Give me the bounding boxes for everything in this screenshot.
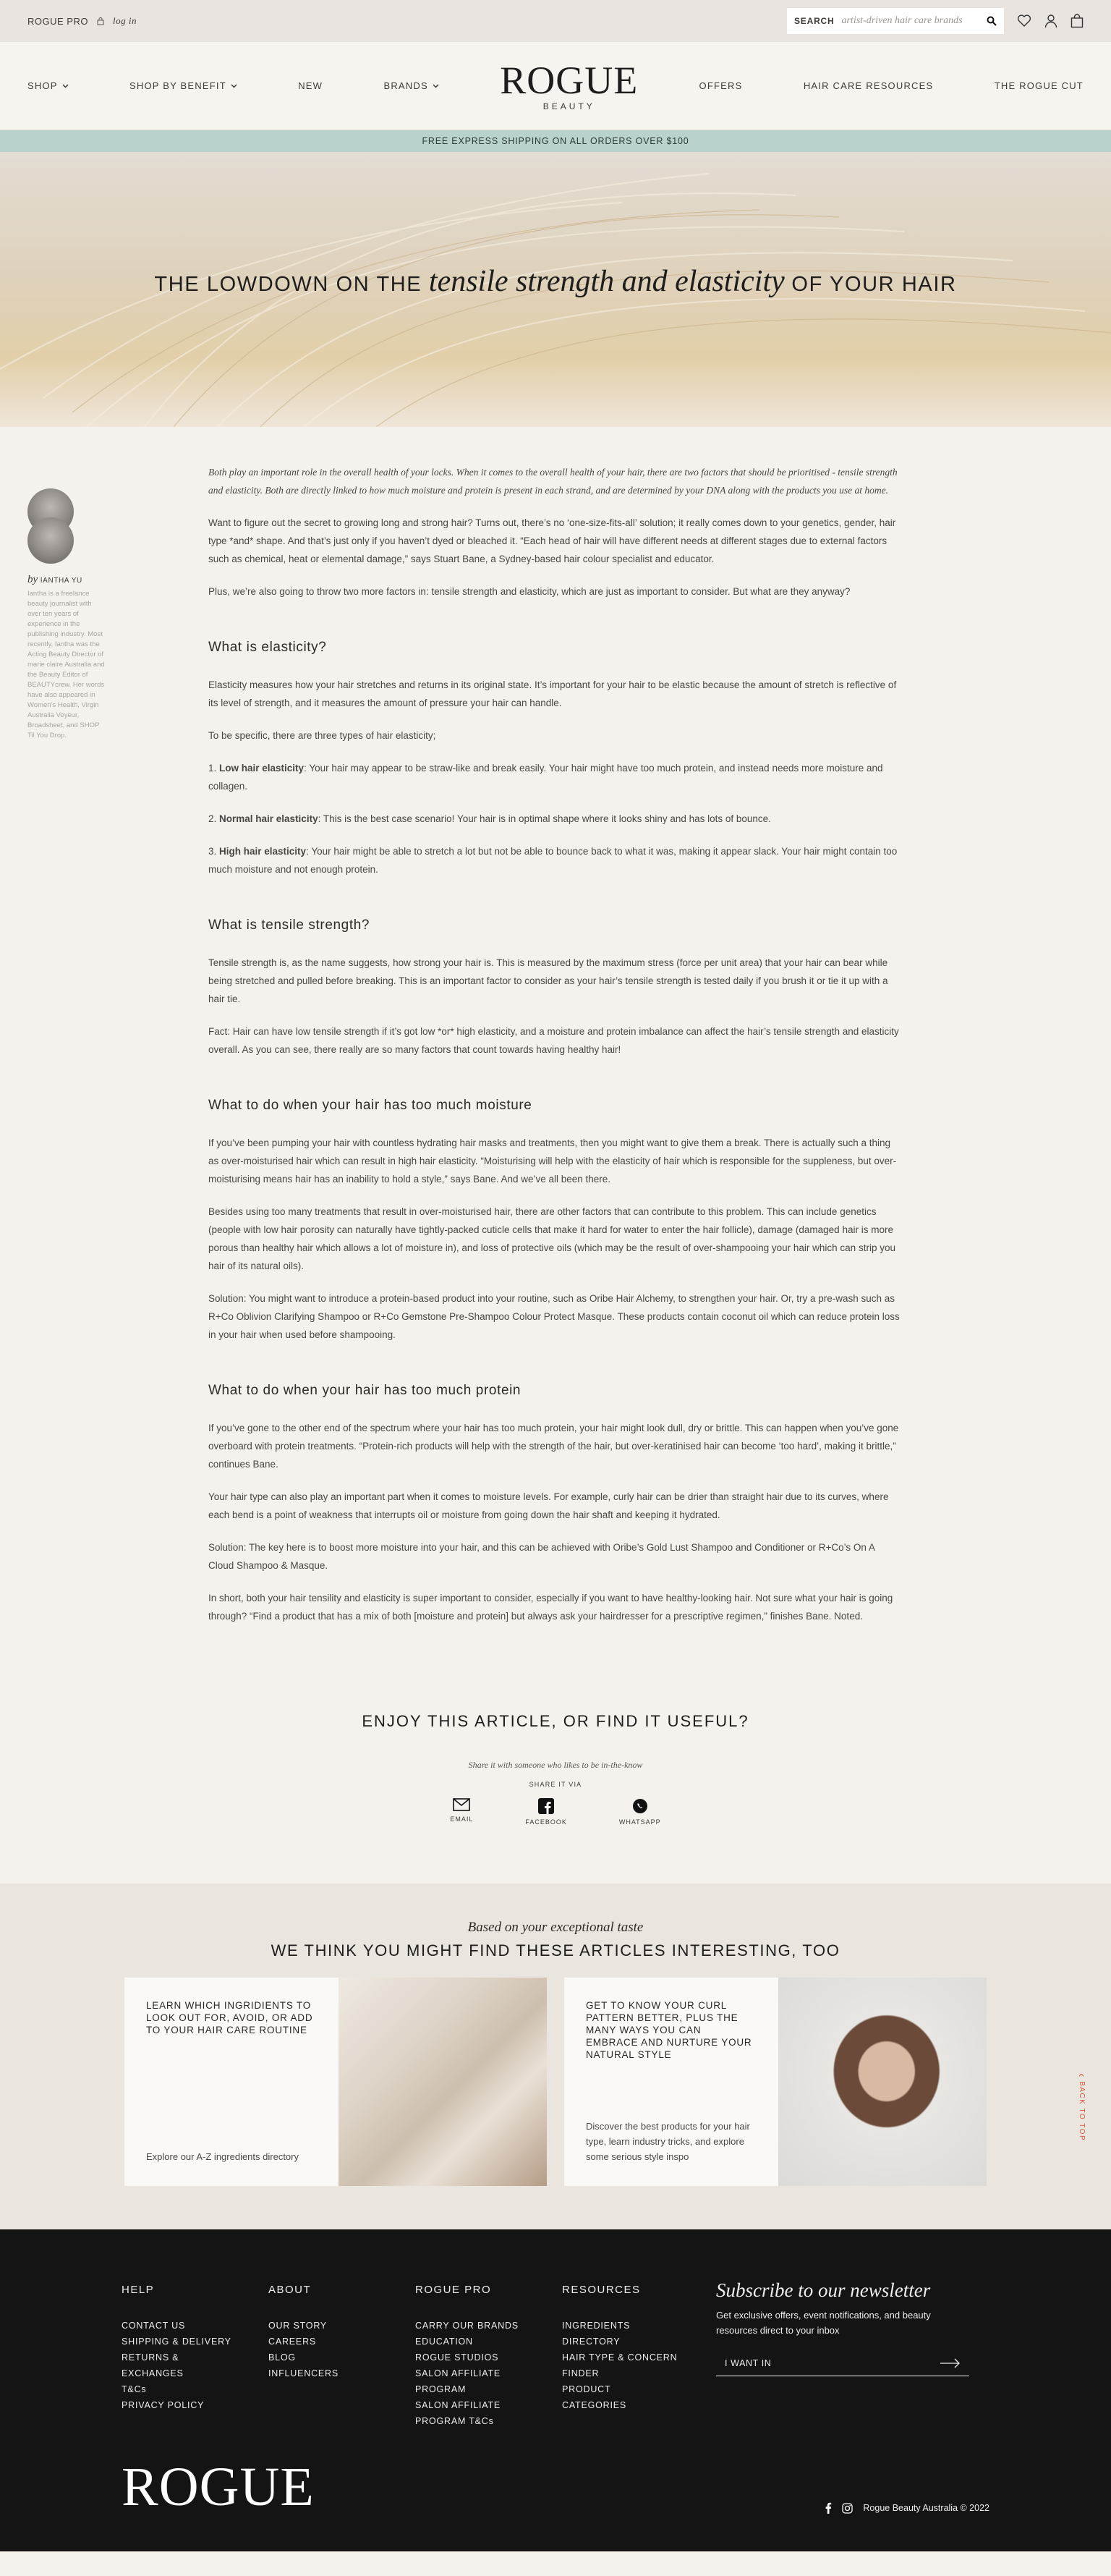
footer-link-influencers[interactable]: INFLUENCERS: [268, 2368, 339, 2378]
pro-login: [27, 15, 137, 27]
heart-icon[interactable]: [1017, 14, 1031, 27]
share-section: [0, 1683, 1111, 1884]
card-text: [124, 1978, 339, 2186]
shipping-banner: FREE EXPRESS SHIPPING ON ALL ORDERS OVER $100: [0, 130, 1111, 152]
share-facebook-button[interactable]: [525, 1798, 567, 1826]
list-item: [208, 759, 903, 795]
nav-brands[interactable]: [383, 80, 438, 91]
newsletter-text: Get exclusive offers, event notifications, and beauty resources direct to your inbox: [716, 2310, 931, 2336]
arrow-right-icon[interactable]: [940, 2358, 961, 2368]
hero-banner: [0, 152, 1111, 427]
related-articles: [0, 1884, 1111, 2229]
section-heading: What to do when your hair has too much protein: [208, 1383, 522, 1398]
newsletter-email-input[interactable]: [716, 2352, 969, 2376]
article-body: [208, 463, 903, 1625]
nav-shop[interactable]: [27, 80, 69, 91]
footer-link-shipping[interactable]: SHIPPING & DELIVERY: [122, 2336, 231, 2347]
share-via-label: SHARE IT VIA: [529, 1781, 582, 1788]
login-link[interactable]: log in: [112, 15, 137, 26]
footer-link-tcs[interactable]: T&Cs: [122, 2384, 147, 2394]
hero-title-post: OF YOUR HAIR: [784, 273, 957, 296]
paragraph: Besides using too many treatments that result in over-moisturised hair, there are other factors that can contribute to this problem. This can include genetics (people with low hair porosity can naturally have tightly-packed cuticle cells that make it hard for water to enter the hair follicle), damage (damaged hair is more porous than healthy hair which allows a lot of moisture in), and loss of protective oils (which may be the result of over-shampooing your hair which can strip you hair of its natural oils).: [208, 1206, 895, 1271]
footer-link-ingredients[interactable]: INGREDIENTS DIRECTORY: [562, 2321, 631, 2347]
nav-shop-label: SHOP: [27, 80, 58, 91]
footer-link-careers[interactable]: CAREERS: [268, 2336, 317, 2347]
instagram-icon[interactable]: [842, 2503, 853, 2514]
paragraph: Plus, we’re also going to throw two more factors in: tensile strength and elasticity, which are just as important to consider. But what are they anyway?: [208, 586, 851, 597]
back-to-top-label: BACK TO TOP: [1078, 2081, 1086, 2142]
list-term: Low hair elasticity: [219, 763, 305, 774]
nav-cut-label: THE ROGUE CUT: [994, 80, 1084, 91]
hero-title: [0, 264, 1111, 299]
facebook-icon: [538, 1798, 554, 1814]
share-text: Share it with someone who likes to be in-the-know: [468, 1760, 643, 1770]
copyright: Rogue Beauty Australia © 2022: [863, 2503, 989, 2513]
section-heading: What to do when your hair has too much moisture: [208, 1098, 532, 1113]
author-byline: [27, 574, 106, 586]
list-text: : This is the best case scenario! Your hair is in optimal shape where it looks shiny and has lots of bounce.: [318, 813, 771, 824]
footer-heading: ABOUT: [268, 2284, 312, 2296]
paragraph: Solution: You might want to introduce a protein-based product into your routine, such as Oribe Hair Alchemy, to strengthen your hair. Or, try a pre-wash such as R+Co Oblivion Clarifying Shampoo or R+Co Gemstone Pre-Shampoo Colour Protect Masque. These products contain coconut oil which can reduce protein loss in your hair when used before shampooing.: [208, 1293, 900, 1340]
nav-resources-label: HAIR CARE RESOURCES: [803, 80, 934, 91]
share-email-label: EMAIL: [450, 1816, 474, 1823]
author-sidebar: [27, 488, 106, 741]
footer-heading: RESOURCES: [562, 2284, 641, 2296]
paragraph: Want to figure out the secret to growing long and strong hair? Turns out, there’s no ‘one-size-fits-all’ solution; it really comes down to your genetics, gender, hair type *and* shape. And that’s just only if you haven’t dyed or bleached it. “Each head of hair will have different needs at different stages due to external factors such as chemical, heat or elemental damage,” says Stuart Bane, a Sydney-based hair colour specialist and educator.: [208, 517, 896, 564]
card-description: Discover the best products for your hair type, learn industry tricks, and explore some serious style inspo: [586, 2121, 750, 2162]
paragraph: Your hair type can also play an important part when it comes to moisture levels. For example, curly hair can be drier than straight hair due to its curves, where each bend is a point of weakness that interrupts oil or moisture from going down the hair shaft and keeping it hydrated.: [208, 1491, 889, 1520]
related-subtitle: Based on your exceptional taste: [467, 1920, 644, 1935]
footer-link-categories[interactable]: PRODUCT CATEGORIES: [562, 2384, 627, 2410]
share-facebook-label: FACEBOOK: [525, 1818, 567, 1826]
footer-link-studios[interactable]: ROGUE STUDIOS: [415, 2352, 499, 2363]
nav-offers[interactable]: [699, 80, 743, 91]
paragraph: Tensile strength is, as the name suggests, how strong your hair is. This is measured by the maximum stress (force per unit area) that your hair can bear while being stretched and pulled before breaking. This is an important factor to consider as your hair’s tensile strength is tested daily if you brush it or tie it up with a hair tie.: [208, 957, 888, 1004]
hero-title-pre: THE LOWDOWN ON THE: [154, 273, 429, 296]
paragraph: Solution: The key here is to boost more moisture into your hair, and this can be achieved with Oribe’s Gold Lust Shampoo and Conditioner or R+Co’s On A Cloud Shampoo & Masque.: [208, 1542, 875, 1571]
paragraph: If you’ve gone to the other end of the spectrum where your hair has too much protein, your hair might look dull, dry or brittle. This can happen when you’ve gone overboard with protein treatments. “Protein-rich products will help with the strength of the hair, but over-keratinised hair can become ‘too hard’, making it brittle,” continues Bane.: [208, 1423, 899, 1470]
model-portrait-image: [778, 1978, 987, 2186]
list-term: Normal hair elasticity: [219, 813, 318, 824]
footer-logo[interactable]: ROGUE: [122, 2457, 315, 2517]
footer-link-affiliate-tcs[interactable]: SALON AFFILIATE PROGRAM T&Cs: [415, 2400, 501, 2426]
article-lead: Both play an important role in the overall health of your locks. When it comes to the overall health of your hair, there are two factors that should be prioritised - tensile strength and elasticity. Both are directly linked to how much moisture and protein is present in each strand, and are determined by your DNA along with the products you use at home.: [208, 467, 898, 496]
paragraph: If you’ve been pumping your hair with countless hydrating hair masks and treatments, then you might want to give them a break. There is actually such a thing as over-moisturised hair which can result in high hair elasticity. “Moisturising will help with the elasticity of hair which is responsible for the suppleness, but over-moisturising means hair has an inability to hold a style,” says Bane. And we’ve all been there.: [208, 1137, 897, 1185]
rogue-pro-link[interactable]: ROGUE PRO: [27, 15, 88, 27]
whatsapp-icon: [632, 1798, 648, 1814]
share-buttons: [0, 1798, 1111, 1826]
card-title: GET TO KNOW YOUR CURL PATTERN BETTER, PLUS THE MANY WAYS YOU CAN EMBRACE AND NURTURE YOUR NATURAL STYLE: [586, 2000, 752, 2060]
footer-link-privacy[interactable]: PRIVACY POLICY: [122, 2400, 205, 2410]
related-card-curl-pattern[interactable]: [564, 1978, 987, 2186]
search-bar[interactable]: [787, 8, 1004, 34]
logo-wordmark: ROGUE: [500, 58, 639, 102]
related-title: WE THINK YOU MIGHT FIND THESE ARTICLES INTERESTING, TOO: [271, 1941, 840, 1959]
footer-link-blog[interactable]: BLOG: [268, 2352, 296, 2363]
paragraph: In short, both your hair tensility and elasticity is super important to consider, especially if you want to have healthy-looking hair. Not sure what your hair is going through? “Find a product that has a mix of both [moisture and protein] but always ask your hairdresser for a prescriptive regimen,” finishes Bane. Noted.: [208, 1593, 893, 1622]
card-description: Explore our A-Z ingredients directory: [146, 2151, 299, 2162]
nav-new[interactable]: [298, 80, 323, 91]
list-number: 1.: [208, 763, 220, 774]
avatar: [27, 517, 74, 564]
facebook-icon[interactable]: [825, 2502, 832, 2514]
card-title: LEARN WHICH INGRIDIENTS TO LOOK OUT FOR, AVOID, OR ADD TO YOUR HAIR CARE ROUTINE: [146, 2000, 313, 2035]
nav-new-label: NEW: [298, 80, 323, 91]
card-text: [564, 1978, 778, 2186]
logo-subtitle: BEAUTY: [542, 101, 595, 111]
share-email-button[interactable]: [450, 1798, 473, 1826]
cream-texture-image: [339, 1978, 547, 2186]
nav-offers-label: OFFERS: [699, 80, 743, 91]
list-item: [208, 842, 903, 878]
article-section: [0, 427, 1111, 1683]
newsletter-title: Subscribe to our newsletter: [716, 2279, 931, 2301]
footer-link-hair-type[interactable]: HAIR TYPE & CONCERN FINDER: [562, 2352, 678, 2378]
newsletter: [716, 2279, 969, 2429]
main-nav: [0, 42, 1111, 130]
nav-hair-care-resources[interactable]: [804, 80, 934, 91]
list-number: 2.: [208, 813, 220, 824]
chevron-down-icon: [231, 84, 237, 88]
footer-link-affiliate[interactable]: SALON AFFILIATE PROGRAM: [415, 2368, 501, 2394]
paragraph: To be specific, there are three types of hair elasticity;: [208, 730, 436, 741]
section-heading: What is elasticity?: [208, 640, 327, 655]
account-icon[interactable]: [1044, 14, 1057, 28]
footer-link-education[interactable]: EDUCATION: [415, 2336, 473, 2347]
chevron-down-icon: [62, 84, 69, 88]
author-bio: Iantha is a freelance beauty journalist with over ten years of experience in the publishing industry. Most recently, Iantha was the Acting Beauty Director of marie claire Australia and the Beauty Editor of BEAUTYcrew. Her words have also appeared in Women's Health, Virgin Australia Voyeur, Broadsheet, and SHOP Til You Drop.: [27, 590, 105, 740]
footer-help: [122, 2284, 268, 2429]
nav-shop-by-benefit-label: SHOP BY BENEFIT: [129, 80, 226, 91]
search-icon[interactable]: [987, 16, 997, 26]
list-item: [208, 810, 903, 828]
nav-shop-by-benefit[interactable]: [129, 80, 237, 91]
site-logo[interactable]: [500, 58, 639, 111]
back-to-top-button[interactable]: [1075, 2073, 1088, 2141]
lock-icon: [97, 17, 104, 25]
paragraph: Elasticity measures how your hair stretches and returns in its original state. It’s important for your hair to be elastic because the amount of stretch is reflective of its level of strength, and it measures the amount of pressure your hair can handle.: [208, 679, 897, 708]
footer-link-carry[interactable]: CARRY OUR BRANDS: [415, 2321, 519, 2331]
footer-link-story[interactable]: OUR STORY: [268, 2321, 328, 2331]
footer-resources: [562, 2284, 709, 2429]
hero-title-italic: tensile strength and elasticity: [428, 265, 785, 298]
chevron-down-icon: [433, 84, 439, 88]
related-card-ingredients[interactable]: [124, 1978, 547, 2186]
search-label: SEARCH: [794, 16, 835, 26]
by-label: by: [27, 574, 38, 585]
footer-about: [268, 2284, 415, 2429]
site-footer: [0, 2229, 1111, 2551]
bag-icon[interactable]: [1070, 14, 1084, 28]
list-term: High hair elasticity: [219, 846, 307, 857]
related-cards: [0, 1978, 1111, 2186]
list-text: : Your hair might be able to stretch a lot but not be able to bounce back to what it was, making it appear slack. Your hair might contain too much moisture and not enough protein.: [208, 846, 898, 875]
newsletter-placeholder: I WANT IN: [725, 2358, 772, 2368]
author-name[interactable]: IANTHA YU: [40, 577, 82, 585]
footer-heading: ROGUE PRO: [415, 2284, 492, 2296]
top-bar: [0, 0, 1111, 42]
section-heading: What is tensile strength?: [208, 918, 370, 933]
chevron-up-icon: ‹: [1076, 2073, 1088, 2078]
footer-link-returns[interactable]: RETURNS & EXCHANGES: [122, 2352, 184, 2378]
nav-brands-label: BRANDS: [383, 80, 428, 91]
nav-rogue-cut[interactable]: [995, 80, 1084, 91]
share-whatsapp-button[interactable]: [619, 1798, 661, 1826]
footer-social: [825, 2502, 989, 2514]
footer-link-contact[interactable]: CONTACT US: [122, 2321, 186, 2331]
paragraph: Fact: Hair can have low tensile strength if it’s got low *or* high elasticity, and a moisture and protein imbalance can affect the hair’s tensile strength and elasticity overall. As you can see, there really are so many factors that count towards having healthy hair!: [208, 1026, 899, 1055]
share-whatsapp-label: WHATSAPP: [618, 1818, 661, 1826]
footer-heading: HELP: [122, 2284, 155, 2296]
share-title: ENJOY THIS ARTICLE, OR FIND IT USEFUL?: [362, 1712, 749, 1730]
footer-pro: [415, 2284, 562, 2429]
search-input[interactable]: artist-driven hair care brands: [841, 15, 963, 26]
list-number: 3.: [208, 846, 220, 857]
email-icon: [453, 1798, 470, 1811]
list-text: : Your hair may appear to be straw-like and break easily. Your hair might have too much protein, and instead needs more moisture and collagen.: [208, 763, 883, 792]
